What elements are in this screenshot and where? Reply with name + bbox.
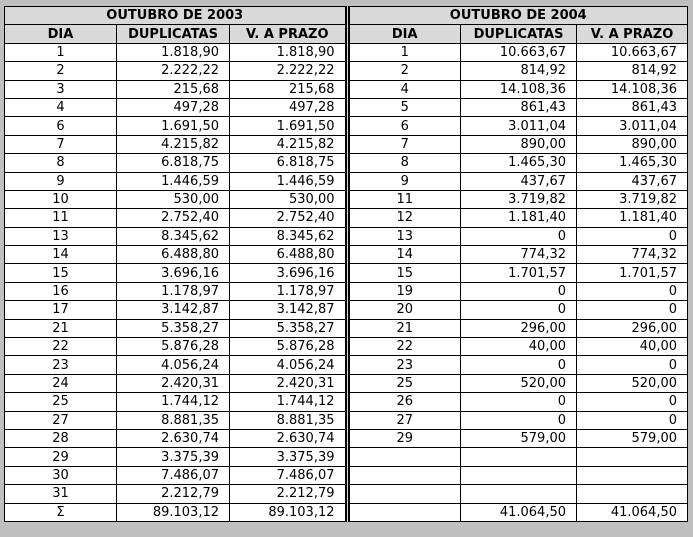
left-cell-dia: 9 <box>5 172 117 190</box>
right-cell-dia: 1 <box>349 43 461 61</box>
right-cell-duplicatas: 1.181,40 <box>461 209 577 227</box>
left-cell-duplicatas: 6.818,75 <box>117 154 230 172</box>
right-cell-v-a-prazo: 774,32 <box>577 246 688 264</box>
right-cell-v-a-prazo: 0 <box>577 411 688 429</box>
left-cell-dia: 17 <box>5 301 117 319</box>
left-cell-duplicatas: 3.375,39 <box>117 448 230 466</box>
right-cell-dia: 12 <box>349 209 461 227</box>
left-table-title: OUTUBRO DE 2003 <box>5 7 346 25</box>
right-cell-v-a-prazo: 296,00 <box>577 319 688 337</box>
right-cell-dia: 25 <box>349 374 461 392</box>
left-cell-dia: 22 <box>5 338 117 356</box>
left-cell-v-a-prazo: 4.215,82 <box>230 135 346 153</box>
right-cell-dia <box>349 466 461 484</box>
right-cell-duplicatas: 814,92 <box>461 62 577 80</box>
left-cell-v-a-prazo: 3.696,16 <box>230 264 346 282</box>
left-cell-dia: 11 <box>5 209 117 227</box>
left-cell-dia: 8 <box>5 154 117 172</box>
right-cell-dia: 6 <box>349 117 461 135</box>
right-cell-dia: 29 <box>349 429 461 447</box>
right-cell-duplicatas: 40,00 <box>461 338 577 356</box>
left-cell-v-a-prazo: 1.691,50 <box>230 117 346 135</box>
right-cell-dia: 9 <box>349 172 461 190</box>
left-cell-duplicatas: 2.630,74 <box>117 429 230 447</box>
left-cell-dia: 25 <box>5 393 117 411</box>
right-cell-dia: 11 <box>349 190 461 208</box>
left-cell-v-a-prazo: 497,28 <box>230 98 346 116</box>
left-cell-duplicatas: 5.358,27 <box>117 319 230 337</box>
left-cell-duplicatas: 497,28 <box>117 98 230 116</box>
left-cell-v-a-prazo: 2.752,40 <box>230 209 346 227</box>
right-cell-duplicatas <box>461 485 577 503</box>
left-cell-v-a-prazo: 215,68 <box>230 80 346 98</box>
right-cell-v-a-prazo: 861,43 <box>577 98 688 116</box>
right-cell-v-a-prazo <box>577 485 688 503</box>
right-cell-dia: 8 <box>349 154 461 172</box>
right-cell-dia: 2 <box>349 62 461 80</box>
left-cell-dia: 24 <box>5 374 117 392</box>
left-cell-dia: 4 <box>5 98 117 116</box>
right-cell-dia: 14 <box>349 246 461 264</box>
left-cell-dia: 30 <box>5 466 117 484</box>
left-cell-duplicatas: 1.178,97 <box>117 282 230 300</box>
right-cell-dia: 23 <box>349 356 461 374</box>
left-cell-v-a-prazo: 1.744,12 <box>230 393 346 411</box>
left-cell-dia: 2 <box>5 62 117 80</box>
left-cell-dia: 6 <box>5 117 117 135</box>
left-cell-duplicatas: 3.142,87 <box>117 301 230 319</box>
right-cell-duplicatas: 0 <box>461 411 577 429</box>
left-cell-dia: 10 <box>5 190 117 208</box>
right-cell-duplicatas: 1.465,30 <box>461 154 577 172</box>
left-cell-dia: 31 <box>5 485 117 503</box>
right-cell-v-a-prazo: 14.108,36 <box>577 80 688 98</box>
right-cell-dia <box>349 448 461 466</box>
left-cell-v-a-prazo: 6.488,80 <box>230 246 346 264</box>
right-cell-duplicatas <box>461 448 577 466</box>
left-cell-v-a-prazo: 2.420,31 <box>230 374 346 392</box>
left-cell-dia: 27 <box>5 411 117 429</box>
right-cell-v-a-prazo: 1.465,30 <box>577 154 688 172</box>
left-cell-duplicatas: 1.446,59 <box>117 172 230 190</box>
right-cell-v-a-prazo: 890,00 <box>577 135 688 153</box>
left-cell-duplicatas: 2.420,31 <box>117 374 230 392</box>
right-cell-duplicatas: 0 <box>461 227 577 245</box>
left-cell-duplicatas: 7.486,07 <box>117 466 230 484</box>
right-cell-duplicatas: 10.663,67 <box>461 43 577 61</box>
right-table-title: OUTUBRO DE 2004 <box>349 7 688 25</box>
left-cell-duplicatas: 4.056,24 <box>117 356 230 374</box>
left-total-duplicatas: 89.103,12 <box>117 503 230 521</box>
left-cell-v-a-prazo: 2.212,79 <box>230 485 346 503</box>
left-cell-duplicatas: 1.818,90 <box>117 43 230 61</box>
left-header-v-a-prazo: V. A PRAZO <box>230 25 346 43</box>
right-cell-duplicatas: 0 <box>461 393 577 411</box>
left-cell-dia: 15 <box>5 264 117 282</box>
left-cell-dia: 13 <box>5 227 117 245</box>
right-cell-dia: 22 <box>349 338 461 356</box>
right-cell-duplicatas: 3.719,82 <box>461 190 577 208</box>
right-header-dia: DIA <box>349 25 461 43</box>
left-cell-duplicatas: 2.752,40 <box>117 209 230 227</box>
right-cell-duplicatas: 890,00 <box>461 135 577 153</box>
right-cell-v-a-prazo: 1.181,40 <box>577 209 688 227</box>
right-cell-dia: 5 <box>349 98 461 116</box>
right-cell-duplicatas: 296,00 <box>461 319 577 337</box>
left-cell-v-a-prazo: 7.486,07 <box>230 466 346 484</box>
right-cell-v-a-prazo: 0 <box>577 301 688 319</box>
left-cell-v-a-prazo: 1.446,59 <box>230 172 346 190</box>
left-cell-dia: 14 <box>5 246 117 264</box>
left-cell-duplicatas: 1.744,12 <box>117 393 230 411</box>
right-cell-v-a-prazo: 0 <box>577 356 688 374</box>
right-cell-dia: 26 <box>349 393 461 411</box>
left-cell-v-a-prazo: 8.881,35 <box>230 411 346 429</box>
right-cell-v-a-prazo: 520,00 <box>577 374 688 392</box>
title-row <box>5 7 688 25</box>
left-cell-duplicatas: 3.696,16 <box>117 264 230 282</box>
right-cell-duplicatas: 3.011,04 <box>461 117 577 135</box>
right-total-duplicatas: 41.064,50 <box>461 503 577 521</box>
right-cell-dia: 20 <box>349 301 461 319</box>
left-header-dia: DIA <box>5 25 117 43</box>
left-cell-dia: 23 <box>5 356 117 374</box>
right-cell-dia: 19 <box>349 282 461 300</box>
left-cell-v-a-prazo: 1.818,90 <box>230 43 346 61</box>
left-cell-duplicatas: 215,68 <box>117 80 230 98</box>
right-cell-duplicatas: 14.108,36 <box>461 80 577 98</box>
right-cell-dia: 27 <box>349 411 461 429</box>
right-cell-dia <box>349 485 461 503</box>
left-cell-dia: 21 <box>5 319 117 337</box>
right-header-duplicatas: DUPLICATAS <box>461 25 577 43</box>
right-cell-v-a-prazo: 1.701,57 <box>577 264 688 282</box>
left-cell-v-a-prazo: 3.142,87 <box>230 301 346 319</box>
left-cell-duplicatas: 1.691,50 <box>117 117 230 135</box>
right-cell-v-a-prazo: 10.663,67 <box>577 43 688 61</box>
right-cell-v-a-prazo: 3.011,04 <box>577 117 688 135</box>
left-cell-dia: 29 <box>5 448 117 466</box>
right-cell-v-a-prazo: 0 <box>577 393 688 411</box>
right-total-v-a-prazo: 41.064,50 <box>577 503 688 521</box>
left-cell-v-a-prazo: 5.876,28 <box>230 338 346 356</box>
right-cell-dia: 21 <box>349 319 461 337</box>
left-cell-duplicatas: 2.212,79 <box>117 485 230 503</box>
left-cell-v-a-prazo: 3.375,39 <box>230 448 346 466</box>
right-cell-duplicatas: 0 <box>461 356 577 374</box>
right-cell-duplicatas: 774,32 <box>461 246 577 264</box>
left-cell-v-a-prazo: 4.056,24 <box>230 356 346 374</box>
left-cell-duplicatas: 2.222,22 <box>117 62 230 80</box>
left-cell-v-a-prazo: 6.818,75 <box>230 154 346 172</box>
right-header-v-a-prazo: V. A PRAZO <box>577 25 688 43</box>
right-cell-duplicatas: 579,00 <box>461 429 577 447</box>
right-cell-duplicatas: 0 <box>461 282 577 300</box>
right-cell-v-a-prazo: 0 <box>577 282 688 300</box>
left-cell-v-a-prazo: 5.358,27 <box>230 319 346 337</box>
right-total-dia <box>349 503 461 521</box>
right-cell-duplicatas: 1.701,57 <box>461 264 577 282</box>
right-cell-duplicatas: 0 <box>461 301 577 319</box>
left-cell-dia: 16 <box>5 282 117 300</box>
left-cell-dia: 28 <box>5 429 117 447</box>
right-cell-dia: 7 <box>349 135 461 153</box>
left-total-v-a-prazo: 89.103,12 <box>230 503 346 521</box>
right-cell-v-a-prazo: 0 <box>577 227 688 245</box>
left-cell-v-a-prazo: 1.178,97 <box>230 282 346 300</box>
right-cell-duplicatas: 861,43 <box>461 98 577 116</box>
comparison-table <box>4 6 688 522</box>
right-cell-dia: 4 <box>349 80 461 98</box>
left-cell-dia: 7 <box>5 135 117 153</box>
left-cell-dia: 1 <box>5 43 117 61</box>
right-cell-v-a-prazo: 814,92 <box>577 62 688 80</box>
left-cell-duplicatas: 8.345,62 <box>117 227 230 245</box>
right-cell-duplicatas: 437,67 <box>461 172 577 190</box>
left-cell-duplicatas: 5.876,28 <box>117 338 230 356</box>
right-cell-v-a-prazo <box>577 466 688 484</box>
left-cell-duplicatas: 8.881,35 <box>117 411 230 429</box>
left-cell-v-a-prazo: 2.222,22 <box>230 62 346 80</box>
right-cell-v-a-prazo: 3.719,82 <box>577 190 688 208</box>
left-cell-duplicatas: 4.215,82 <box>117 135 230 153</box>
left-cell-duplicatas: 6.488,80 <box>117 246 230 264</box>
left-cell-v-a-prazo: 530,00 <box>230 190 346 208</box>
right-cell-v-a-prazo: 40,00 <box>577 338 688 356</box>
right-cell-dia: 13 <box>349 227 461 245</box>
right-cell-duplicatas: 520,00 <box>461 374 577 392</box>
right-cell-v-a-prazo: 437,67 <box>577 172 688 190</box>
left-cell-duplicatas: 530,00 <box>117 190 230 208</box>
right-cell-v-a-prazo: 579,00 <box>577 429 688 447</box>
table-body <box>5 7 688 522</box>
right-cell-v-a-prazo <box>577 448 688 466</box>
left-cell-dia: 3 <box>5 80 117 98</box>
left-cell-v-a-prazo: 2.630,74 <box>230 429 346 447</box>
right-cell-duplicatas <box>461 466 577 484</box>
left-total-dia: Σ <box>5 503 117 521</box>
right-cell-dia: 15 <box>349 264 461 282</box>
left-cell-v-a-prazo: 8.345,62 <box>230 227 346 245</box>
left-header-duplicatas: DUPLICATAS <box>117 25 230 43</box>
